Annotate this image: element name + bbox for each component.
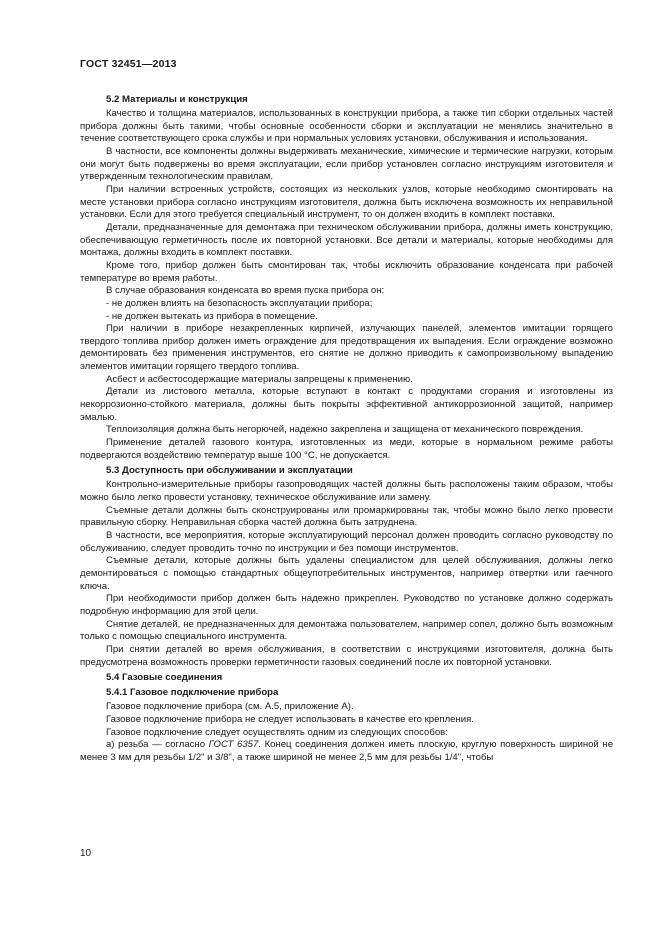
document-page [80,58,613,765]
paragraph: При снятии деталей во время обслуживания, в соответствии с инструкциями изготовителя, должна быть предусмотрена возможность проверки герметичности газовых соединений после их повторной установки. [80,643,613,668]
list-item: - не должен вытекать из прибора в помещение. [106,310,318,322]
paragraph: Газовое подключение прибора не следует использовать в качестве его крепления. [106,713,474,725]
subsection-5-4-1-title: 5.4.1 Газовое подключение прибора [106,687,279,699]
paragraph: Съемные детали должны быть сконструированы или промаркированы так, чтобы можно было легко провести правильную сборку. Неправильная сборка частей должна быть затруднена. [80,504,613,529]
paragraph: Асбест и асбестосодержащие материалы запрещены к применению. [106,373,413,385]
paragraph: В частности, все компоненты должны выдерживать механические, химические и термические нагрузки, которым они могут быть подвержены во время эксплуатации, если прибор установлен согласно инструкциям изготовителя и утвержденным технологическим правилам. [80,145,613,183]
section-5-2-title: 5.2 Материалы и конструкция [106,94,248,105]
paragraph-text: а) резьба — согласно [106,739,209,751]
section-5-3-title: 5.3 Доступность при обслуживании и эксплуатации [106,465,353,477]
paragraph: Снятие деталей, не предназначенных для демонтажа пользователем, например сопел, должно быть возможным только с помощью специального инструмента. [80,618,613,643]
paragraph: Детали, предназначенные для демонтажа при техническом обслуживании прибора, должны иметь конструкцию, обеспечивающую герметичность после их повторной установки. Все детали и материалы, которые необходимы для монтажа, должны входить в комплект поставки. [80,221,613,259]
paragraph: Детали из листового металла, которые вступают в контакт с продуктами сгорания и изготовлены из некоррозионно-стойкого материала, должны быть покрыты эффективной антикоррозионной защитой, например эмалью. [80,386,613,423]
page-number: 10 [80,848,92,859]
paragraph: При наличии в приборе незакрепленных кирпичей, излучающих панелей, элементов имитации горящего твердого топлива прибор должен иметь ограждение для предотвращения их выпадения. Если ограждение возможно демонтировать без применения инструментов, его снятие не должно приводить к самопроизвольному выпадению элементов имитации горящего твердого топлива. [80,323,613,373]
paragraph: Контрольно-измерительные приборы газопроводящих частей должны быть расположены таким образом, чтобы можно было легко провести установку, техническое обслуживание или замену. [80,479,613,504]
paragraph: Газовое подключение прибора (см. А.5, приложение А). [106,701,354,713]
standard-reference: ГОСТ 6357 [208,739,259,751]
paragraph: Газовое подключение следует осуществлять одним из следующих способов: [106,726,448,738]
paragraph: При необходимости прибор должен быть надежно прикреплен. Руководство по установке должно содержать подробную информацию для этой цели. [80,593,613,617]
paragraph: Качество и толщина материалов, использованных в конструкции прибора, а также тип сборки отдельных частей прибора должны быть такими, чтобы основные особенности сборки и эксплуатации не менялись значительно в течение соответствующего срока службы и при нормальных условиях установки, обслуживания и использования. [80,108,613,145]
paragraph: В частности, все мероприятия, которые эксплуатирующий персонал должен проводить согласно руководству по обслуживанию, следует проводить точно по инструкции и без помощи инструментов. [80,530,613,554]
paragraph: Применение деталей газового контура, изготовленных из меди, которые в нормальном режиме работы подвергаются воздействию температур выше 100 °С, не допускается. [80,437,613,461]
paragraph-text: . Конец соединения должен иметь плоскую, круглую поверхность шириной не менее 3 мм для резьбы 1/2" и 3/8", а также шириной не менее 2,5 мм для резьбы 1/4", чтобы [80,739,614,763]
paragraph: Теплоизоляция должна быть негорючей, надежно закреплена и защищена от механического повреждения. [106,424,584,436]
paragraph-thread [80,739,613,764]
paragraph: Кроме того, прибор должен быть смонтирован так, чтобы исключить образование конденсата при рабочей температуре во время работы. [80,259,613,284]
document-id: ГОСТ 32451—2013 [80,58,177,70]
paragraph: При наличии встроенных устройств, состоящих из нескольких узлов, которые необходимо смонтировать на месте установки прибора согласно инструкциям изготовителя, должна быть исключена возможность их неправильной установки. Если для этого требуется специальный инструмент, то он должен входить в комплект поставки. [80,183,613,221]
paragraph: Съемные детали, которые должны быть удалены специалистом для целей обслуживания, должны легко демонтироваться с помощью стандартных общеупотребительных инструментов, например отвертки или гаечного ключа. [80,555,613,592]
paragraph: В случае образования конденсата во время пуска прибора он: [106,285,385,297]
list-item: - не должен влиять на безопасность эксплуатации прибора; [106,297,373,309]
section-5-4-title: 5.4 Газовые соединения [106,672,223,684]
